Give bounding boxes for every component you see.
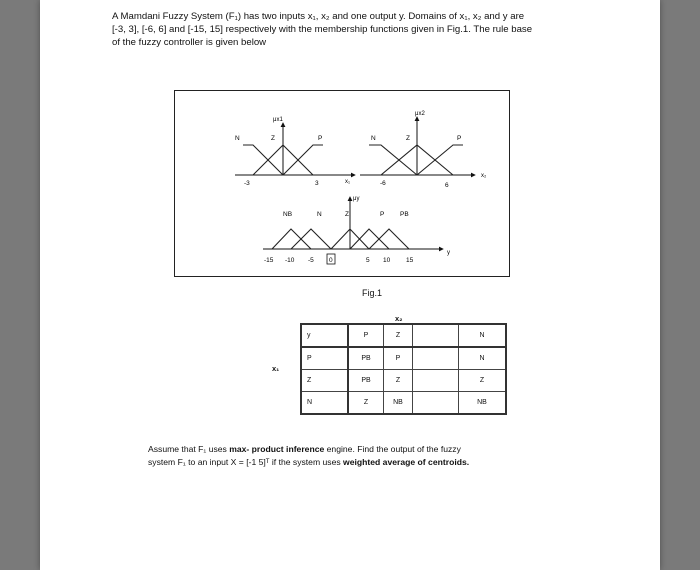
question-bold-2: weighted average of centroids. bbox=[343, 456, 470, 467]
membership-functions-svg bbox=[175, 91, 509, 276]
table-cell: P bbox=[348, 324, 384, 347]
intro-line-1: A Mamdani Fuzzy System (F₁) has two inputs x₁, x₂ and one output y. Domains of x₁, x₂ and y are bbox=[112, 11, 525, 22]
x2-membership-plot bbox=[360, 111, 487, 189]
y-set-p bbox=[350, 229, 389, 249]
x1-set-label-z: Z bbox=[271, 135, 275, 142]
x1-set-label-n: N bbox=[235, 135, 240, 142]
y-tick-15: 15 bbox=[406, 257, 414, 264]
y-membership-plot bbox=[263, 196, 450, 264]
x2-set-n bbox=[369, 145, 417, 175]
y-mu-label: μy bbox=[353, 196, 360, 202]
question-part-2: engine. Find the output of the fuzzy bbox=[324, 444, 461, 454]
figure-caption: Fig.1 bbox=[362, 288, 383, 298]
table-cell bbox=[413, 347, 459, 370]
x1-set-p bbox=[283, 145, 323, 175]
table-cell: Z bbox=[384, 370, 413, 392]
y-set-n bbox=[291, 229, 331, 249]
table-cell: Z bbox=[301, 370, 348, 392]
x2-axis-label: x₂ bbox=[481, 173, 487, 179]
x2-tick-minus6: -6 bbox=[380, 180, 386, 187]
table-cell bbox=[413, 392, 459, 415]
table-row bbox=[301, 324, 506, 347]
table-cell: N bbox=[301, 392, 348, 415]
y-tick-0: 0 bbox=[329, 257, 333, 264]
y-tick-5: 5 bbox=[366, 257, 370, 264]
x1-tick-minus3: -3 bbox=[244, 180, 250, 187]
table-row bbox=[301, 370, 506, 392]
x2-set-label-z: Z bbox=[406, 135, 410, 142]
y-tick-10: 10 bbox=[383, 257, 391, 264]
y-set-label-p: P bbox=[380, 211, 385, 218]
y-set-label-n: N bbox=[317, 211, 322, 218]
intro-line-2: [-3, 3], [-6, 6] and [-15, 15] respectively with the membership functions given in Fig.1. The rule base bbox=[112, 24, 533, 35]
intro-line-3: of the fuzzy controller is given below bbox=[112, 37, 267, 48]
y-set-label-nb: NB bbox=[283, 211, 293, 218]
x1-set-label-p: P bbox=[318, 135, 323, 142]
table-cell: Z bbox=[459, 370, 507, 392]
table-cell: NB bbox=[459, 392, 507, 415]
table-cell: Z bbox=[348, 392, 384, 415]
rule-base-table bbox=[300, 323, 507, 415]
y-tick-minus15: -15 bbox=[264, 257, 274, 264]
document-page bbox=[40, 0, 660, 570]
x1-mu-label: μx1 bbox=[273, 117, 283, 123]
question-part-3: system F₁ to an input X = [-1 5]ᵀ if the system uses bbox=[148, 456, 344, 467]
x1-axis-label: x₁ bbox=[345, 179, 351, 185]
x2-mu-label: μx2 bbox=[415, 111, 425, 117]
x1-membership-plot bbox=[235, 117, 355, 187]
y-tick-minus10: -10 bbox=[285, 257, 295, 264]
question-line-1 bbox=[148, 443, 568, 456]
y-set-label-z: Z bbox=[345, 211, 349, 218]
question-part-1: Assume that F₁ uses bbox=[148, 444, 230, 454]
table-cell: P bbox=[301, 347, 348, 370]
y-tick-minus5: -5 bbox=[308, 257, 314, 264]
membership-figure bbox=[174, 90, 510, 277]
x1-set-n bbox=[243, 145, 283, 175]
table-row bbox=[301, 347, 506, 370]
table-cell bbox=[413, 370, 459, 392]
x2-tick-6: 6 bbox=[445, 182, 449, 189]
table-cell: y bbox=[301, 324, 348, 347]
question-line-2 bbox=[148, 456, 568, 469]
table-cell: N bbox=[459, 324, 507, 347]
x2-set-label-p: P bbox=[457, 135, 462, 142]
table-cell: N bbox=[459, 347, 507, 370]
y-set-label-pb: PB bbox=[400, 211, 409, 218]
rule-table-x1-label: x₁ bbox=[272, 364, 280, 373]
x2-set-label-n: N bbox=[371, 135, 376, 142]
problem-intro bbox=[112, 10, 582, 49]
question-bold-1: max- product inference bbox=[229, 444, 325, 454]
table-cell: PB bbox=[348, 370, 384, 392]
y-set-pb bbox=[369, 229, 409, 249]
question-text bbox=[148, 443, 568, 468]
table-cell: P bbox=[384, 347, 413, 370]
table-cell: Z bbox=[384, 324, 413, 347]
table-cell bbox=[413, 324, 459, 347]
table-cell: PB bbox=[348, 347, 384, 370]
x2-set-p bbox=[417, 145, 463, 175]
rule-table-x2-label: x₂ bbox=[395, 314, 403, 323]
y-axis-label: y bbox=[447, 250, 450, 256]
y-set-nb bbox=[272, 229, 311, 249]
table-row bbox=[301, 392, 506, 415]
table-cell: NB bbox=[384, 392, 413, 415]
x1-tick-3: 3 bbox=[315, 180, 319, 187]
